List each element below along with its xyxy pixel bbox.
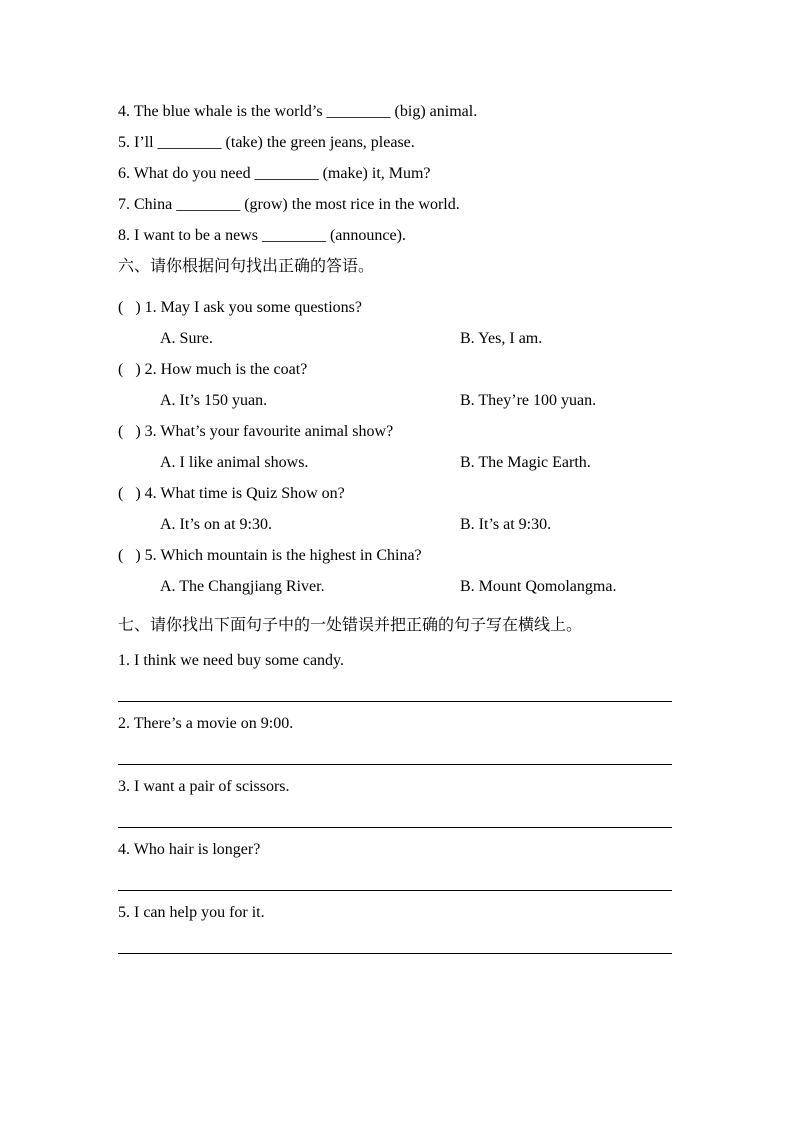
option-a: A. It’s on at 9:30. [160, 516, 272, 533]
mc-question: ( ) 3. What’s your favourite animal show? [118, 423, 394, 440]
error-correction-item [118, 897, 672, 954]
mc-options [118, 447, 672, 478]
error-correction-item [118, 645, 672, 702]
mc-question: ( ) 5. Which mountain is the highest in China? [118, 547, 422, 564]
answer-line [118, 865, 672, 891]
option-a: A. I like animal shows. [160, 454, 309, 471]
worksheet-content [118, 96, 672, 960]
mc-options [118, 323, 672, 354]
fill-blank-item: 5. I’ll ________ (take) the green jeans, please. [118, 134, 415, 151]
mc-question: ( ) 1. May I ask you some questions? [118, 299, 362, 316]
section-seven-title: 七、请你找出下面句子中的一处错误并把正确的句子写在横线上。 [118, 617, 583, 634]
error-correction-sentence: 1. I think we need buy some candy. [118, 652, 345, 669]
answer-line [118, 928, 672, 954]
option-a: A. It’s 150 yuan. [160, 392, 268, 409]
option-b: B. The Magic Earth. [460, 454, 591, 471]
option-a: A. Sure. [160, 330, 213, 347]
mc-options [118, 509, 672, 540]
error-correction-sentence: 2. There’s a movie on 9:00. [118, 715, 294, 732]
error-correction-item [118, 834, 672, 891]
error-correction-item [118, 708, 672, 765]
option-b: B. Mount Qomolangma. [460, 578, 617, 595]
answer-line [118, 802, 672, 828]
option-b: B. It’s at 9:30. [460, 516, 552, 533]
fill-blank-item: 6. What do you need ________ (make) it, Mum? [118, 165, 431, 182]
error-correction-sentence: 4. Who hair is longer? [118, 841, 261, 858]
answer-line [118, 676, 672, 702]
error-correction-list [118, 645, 672, 954]
error-correction-sentence: 3. I want a pair of scissors. [118, 778, 290, 795]
error-correction-sentence: 5. I can help you for it. [118, 904, 265, 921]
fill-blank-item: 7. China ________ (grow) the most rice in the world. [118, 196, 460, 213]
mc-options [118, 571, 672, 602]
error-correction-item [118, 771, 672, 828]
section-six-title: 六、请你根据问句找出正确的答语。 [118, 258, 375, 275]
option-a: A. The Changjiang River. [160, 578, 325, 595]
option-b: B. Yes, I am. [460, 330, 543, 347]
mc-question: ( ) 2. How much is the coat? [118, 361, 308, 378]
mc-question: ( ) 4. What time is Quiz Show on? [118, 485, 345, 502]
answer-line [118, 739, 672, 765]
option-b: B. They’re 100 yuan. [460, 392, 597, 409]
fill-blank-item: 4. The blue whale is the world’s ________ (big) animal. [118, 103, 478, 120]
mc-options [118, 385, 672, 416]
fill-blank-item: 8. I want to be a news ________ (announce). [118, 227, 406, 244]
